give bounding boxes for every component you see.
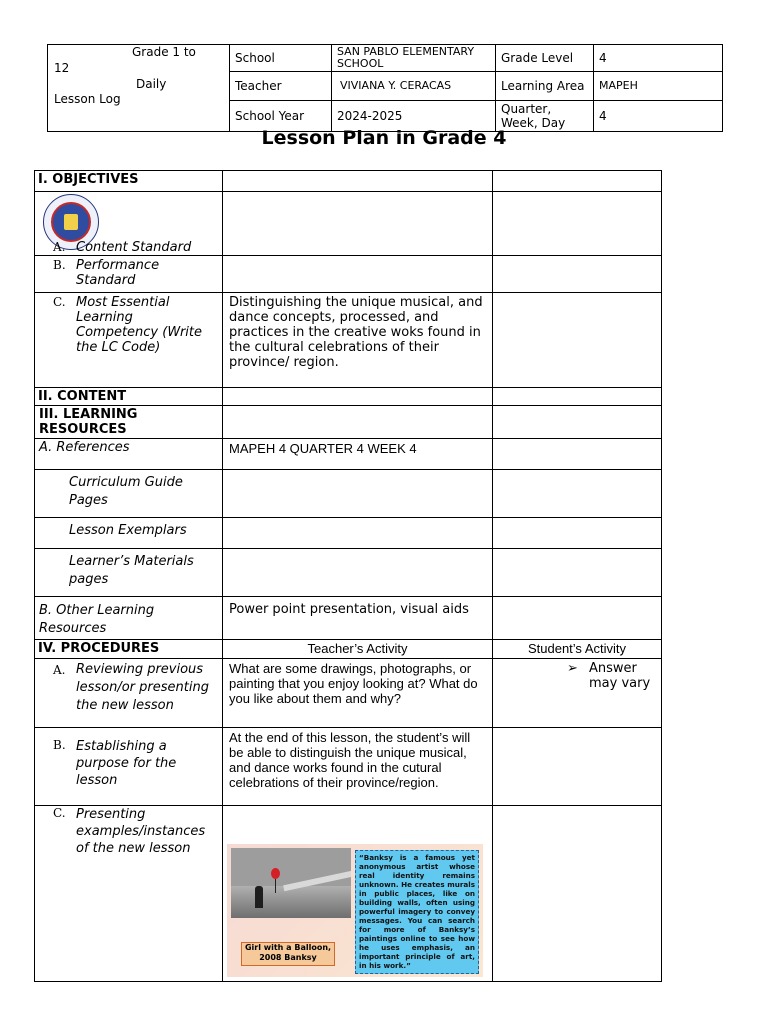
content-row <box>35 388 662 406</box>
log-line-1: Grade 1 to <box>132 45 196 59</box>
competency-marker: C. <box>53 295 66 309</box>
header-table <box>47 44 723 132</box>
procedures-row <box>35 640 662 659</box>
competency-text: Distinguishing the unique musical, and dance concepts, processed, and practices in the creative woks found in the cultural celebrations of their province/ region. <box>223 293 493 388</box>
curriculum-guide-row <box>35 470 662 518</box>
quarter-week-day-label: Quarter, Week, Day <box>496 101 594 132</box>
procedure-c-marker: C. <box>53 806 66 820</box>
procedures-heading: IV. PROCEDURES <box>35 640 223 659</box>
teacher-value: VIVIANA Y. CERACAS <box>332 72 496 101</box>
page-title: Lesson Plan in Grade 4 <box>261 127 507 149</box>
banksy-image <box>227 844 483 977</box>
objectives-row <box>35 171 662 192</box>
performance-standard-label: Performance Standard <box>76 258 160 288</box>
other-resources-label: B. Other Learning Resources <box>35 597 223 640</box>
performance-standard-row <box>35 256 662 293</box>
performance-standard-marker: B. <box>53 258 66 272</box>
content-standard-row <box>35 192 662 256</box>
school-label: School <box>230 45 332 72</box>
log-line-2: 12 <box>54 61 70 75</box>
resources-row <box>35 406 662 439</box>
arrow-bullet-icon: ➢ <box>567 661 578 676</box>
teacher-activity-header: Teacher’s Activity <box>223 640 493 659</box>
red-balloon-icon <box>271 868 280 879</box>
procedure-b-row <box>35 728 662 806</box>
school-value: SAN PABLO ELEMENTARY SCHOOL <box>332 45 496 72</box>
procedure-a-marker: A. <box>53 663 66 677</box>
grade-level-label: Grade Level <box>496 45 594 72</box>
learner-materials-row <box>35 549 662 597</box>
student-activity-header: Student’s Activity <box>493 640 662 659</box>
objectives-heading: I. OBJECTIVES <box>35 171 223 192</box>
procedure-c-row <box>35 806 662 982</box>
procedure-c-label: Presenting examples/instances of the new lesson <box>76 807 206 856</box>
teacher-label: Teacher <box>230 72 332 101</box>
procedure-b-teacher: At the end of this lesson, the student’s will be able to distinguish the unique musical, and dance works found in the cutural celebrations of their province/region. <box>223 728 493 806</box>
procedure-a-teacher: What are some drawings, photographs, or painting that you enjoy looking at? What do you like about them and why? <box>223 659 493 728</box>
girl-with-balloon-photo <box>231 848 351 918</box>
competency-row <box>35 293 662 388</box>
content-standard-label: Content Standard <box>76 240 192 255</box>
learner-materials-label: Learner’s Materials pages <box>35 549 223 597</box>
lesson-exemplars-row <box>35 518 662 549</box>
content-heading: II. CONTENT <box>35 388 223 406</box>
grade-level-value: 4 <box>594 45 723 72</box>
competency-label: Most Essential Learning Competency (Write the LC Code) <box>76 295 203 355</box>
log-line-3: Daily <box>136 77 167 91</box>
daily-lesson-log-cell <box>48 45 230 132</box>
lesson-exemplars-label: Lesson Exemplars <box>35 518 223 549</box>
procedure-b-marker: B. <box>53 738 66 752</box>
procedure-a-label: Reviewing previous lesson/or presenting the new lesson <box>76 662 209 713</box>
image-caption: Girl with a Balloon, 2008 Banksy <box>241 942 335 966</box>
references-label: A. References <box>35 439 223 470</box>
resources-heading: III. LEARNING RESOURCES <box>35 406 223 439</box>
procedure-a-student: Answer may vary <box>589 661 651 691</box>
quarter-week-day-value: 4 <box>594 101 723 132</box>
banksy-quote: “Banksy is a famous yet anonymous artist whose real identity remains unknown. He creates murals in public places, like on building walls, often using powerful imagery to convey messages. You can search for more of Banksy’s paintings online to see how he uses emphasis, an important principle of art, in his work.” <box>355 850 479 974</box>
curriculum-guide-label: Curriculum Guide Pages <box>35 470 223 518</box>
learning-area-label: Learning Area <box>496 72 594 101</box>
references-row <box>35 439 662 470</box>
school-year-value: 2024-2025 <box>332 101 496 132</box>
lesson-plan-table <box>34 170 662 982</box>
procedure-a-row <box>35 659 662 728</box>
references-value: MAPEH 4 QUARTER 4 WEEK 4 <box>223 439 493 470</box>
other-resources-row <box>35 597 662 640</box>
school-year-label: School Year <box>230 101 332 132</box>
learning-area-value: MAPEH <box>594 72 723 101</box>
log-line-4: Lesson Log <box>54 92 121 106</box>
procedure-b-label: Establishing a purpose for the lesson <box>76 739 177 788</box>
other-resources-value: Power point presentation, visual aids <box>223 597 493 640</box>
content-standard-marker: A. <box>53 240 66 254</box>
